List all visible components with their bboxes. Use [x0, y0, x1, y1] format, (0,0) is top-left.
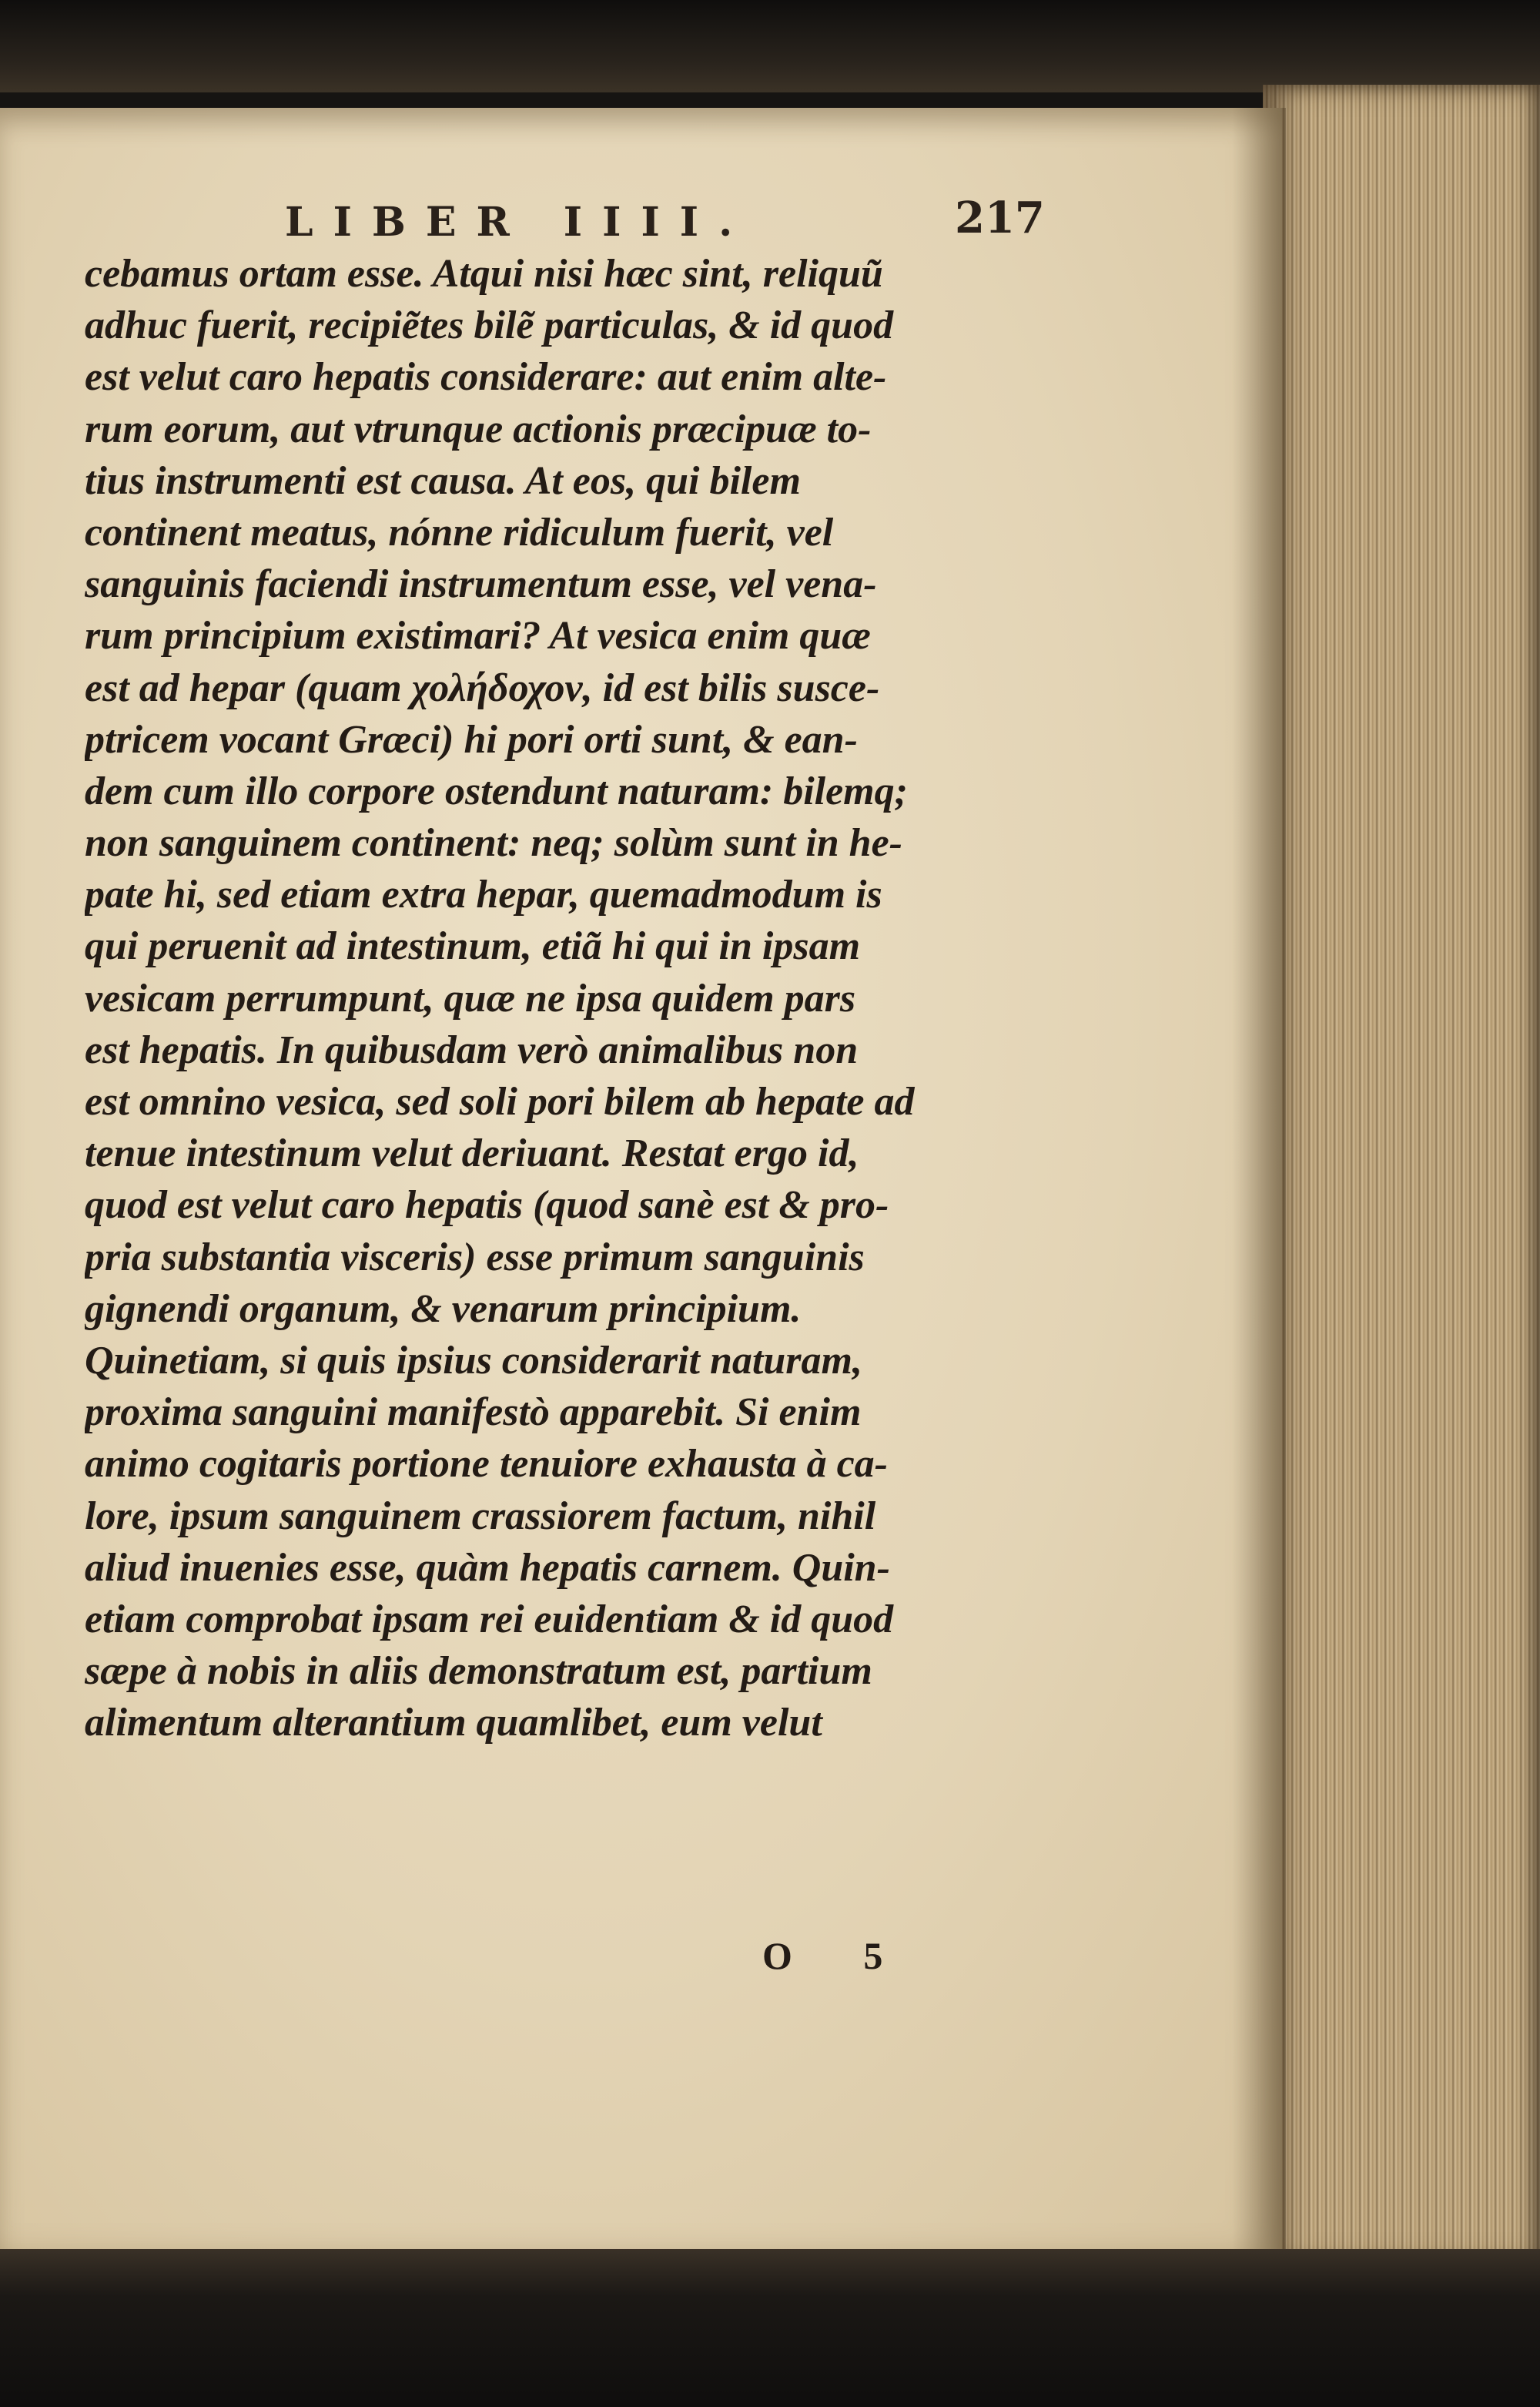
text-line: etiam comprobat ipsam rei euidentiam & id quod: [85, 1597, 894, 1641]
text-line: sæpe à nobis in aliis demonstratum est, partium: [85, 1649, 872, 1694]
text-line: vesicam perrumpunt, quæ ne ipsa quidem pars: [85, 976, 856, 1021]
text-line: quod est velut caro hepatis (quod sanè est & pro-: [85, 1183, 889, 1228]
text-line: sanguinis faciendi instrumentum esse, vel vena-: [85, 562, 877, 607]
text-line: lore, ipsum sanguinem crassiorem factum, nihil: [85, 1493, 876, 1538]
text-line: cebamus ortam esse. Atqui nisi hæc sint, reliquũ: [85, 252, 883, 296]
signature-mark: O 5: [762, 1934, 914, 1977]
body-text: [85, 248, 1040, 1748]
text-line: est velut caro hepatis considerare: aut enim alte-: [85, 355, 887, 400]
text-line: non sanguinem continent: neq; solùm sunt in he-: [85, 821, 902, 866]
text-line: est ad hepar (quam χολήδοχον, id est bilis susce-: [85, 665, 880, 710]
running-head: LIBER IIII.: [285, 199, 753, 246]
text-line: est omnino vesica, sed soli pori bilem ab hepate ad: [85, 1080, 915, 1124]
text-line: pria substantia visceris) esse primum sanguinis: [85, 1235, 865, 1279]
page-curl-shadow: [1232, 108, 1286, 2257]
text-line: adhuc fuerit, recipiẽtes bilẽ particulas, & id quod: [85, 303, 894, 348]
text-line: proxima sanguini manifestò apparebit. Si enim: [85, 1390, 862, 1435]
text-line: alimentum alterantium quamlibet, eum velut: [85, 1701, 822, 1745]
text-line: continent meatus, nónne ridiculum fuerit, vel: [85, 510, 834, 555]
text-line: animo cogitaris portione tenuiore exhausta à ca-: [85, 1442, 888, 1487]
text-line: dem cum illo corpore ostendunt naturam: bilemq;: [85, 769, 908, 813]
page-edges: [1263, 85, 1540, 2265]
text-line: aliud inuenies esse, quàm hepatis carnem. Quin-: [85, 1545, 890, 1590]
text-line: tius instrumenti est causa. At eos, qui bilem: [85, 458, 801, 503]
text-line: ptricem vocant Græci) hi pori orti sunt, & ean-: [85, 717, 858, 762]
text-line: rum principium existimari? At vesica enim quæ: [85, 614, 871, 659]
text-line: tenue intestinum velut deriuant. Restat ergo id,: [85, 1131, 859, 1176]
text-line: rum eorum, aut vtrunque actionis præcipuæ to-: [85, 407, 872, 451]
book-cover-top: [0, 0, 1540, 92]
text-line: est hepatis. In quibusdam verò animalibus non: [85, 1028, 859, 1072]
text-line: Quinetiam, si quis ipsius considerarit naturam,: [85, 1338, 862, 1383]
page-number: 217: [955, 193, 1045, 243]
text-line: gignendi organum, & venarum principium.: [85, 1286, 802, 1331]
book-cover-bottom: [0, 2249, 1540, 2407]
text-line: pate hi, sed etiam extra hepar, quemadmodum is: [85, 873, 882, 917]
text-line: qui peruenit ad intestinum, etiã hi qui in ipsam: [85, 924, 861, 969]
